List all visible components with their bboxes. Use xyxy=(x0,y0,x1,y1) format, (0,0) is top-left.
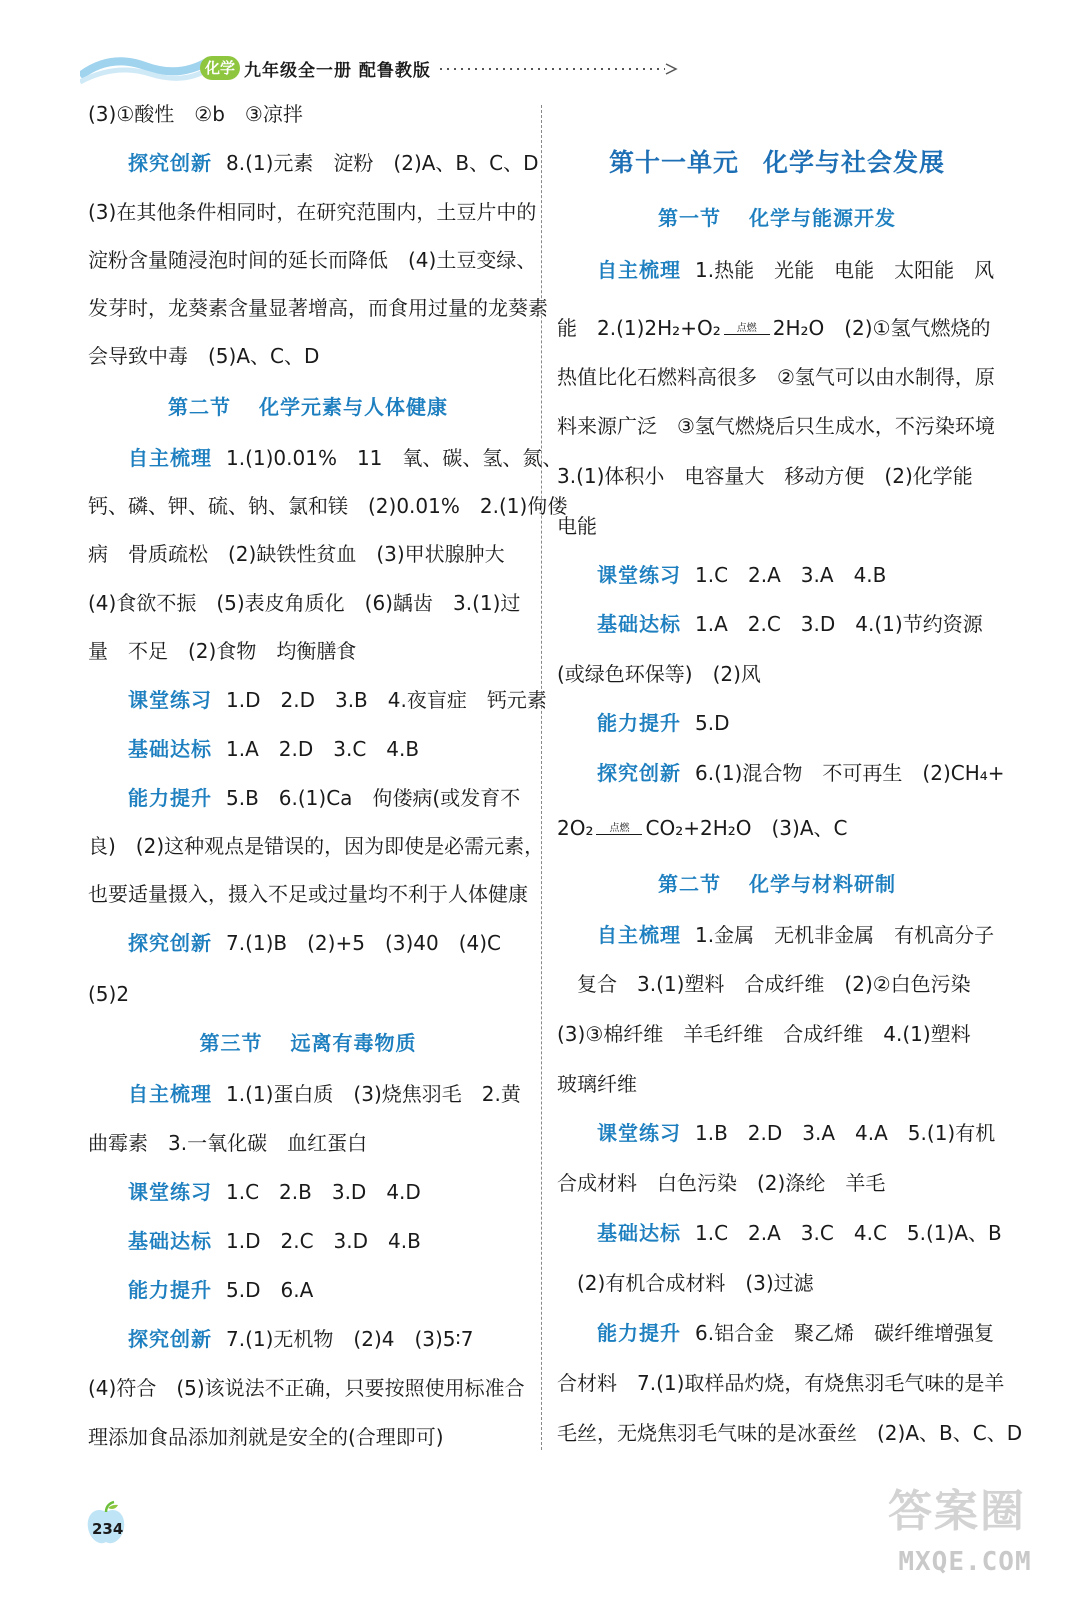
section-heading xyxy=(557,205,997,231)
answer-line: (4)食欲不振 (5)表皮角质化 (6)龋齿 3.(1)过 xyxy=(88,591,521,615)
reaction-arrow xyxy=(724,324,770,335)
answer-text: 1.C 2.B 3.D 4.D xyxy=(226,1180,421,1204)
section-label: 课堂练习 xyxy=(128,688,212,712)
answer-line xyxy=(128,1228,421,1254)
equation-line xyxy=(557,815,847,841)
watermark xyxy=(880,1475,1050,1590)
answer-line: 毛丝，无烧焦羽毛气味的是冰蚕丝 (2)A、B、C、D xyxy=(557,1421,1023,1445)
answer-text: 6.(1)混合物 不可再生 (2)CH₄+ xyxy=(695,761,1005,785)
answer-line xyxy=(128,1179,421,1205)
section-number: 第二节 xyxy=(168,395,231,419)
section-title: 化学与材料研制 xyxy=(749,872,896,896)
answer-line xyxy=(597,760,1005,786)
section-label: 课堂练习 xyxy=(128,1180,212,1204)
answer-line: 电能 xyxy=(557,514,597,538)
answer-text: 1.B 2.D 3.A 4.A 5.(1)有机 xyxy=(695,1121,996,1145)
answer-line: 会导致中毒 (5)A、C、D xyxy=(88,344,320,368)
section-label: 基础达标 xyxy=(128,737,212,761)
answer-line xyxy=(597,1120,995,1146)
section-heading xyxy=(557,871,997,897)
answer-text: 5.B 6.(1)Ca 佝偻病(或发育不 xyxy=(226,786,521,810)
answer-text: 能 2.(1)2H₂+O₂ xyxy=(557,316,721,340)
answer-line xyxy=(128,1326,473,1352)
answer-line: 病 骨质疏松 (2)缺铁性贫血 (3)甲状腺肿大 xyxy=(88,542,505,566)
answer-line: 良) (2)这种观点是错误的，因为即使是必需元素， xyxy=(88,834,545,858)
answer-line: 发芽时，龙葵素含量显著增高，而食用过量的龙葵素 xyxy=(88,296,548,320)
answer-line xyxy=(128,687,547,713)
answer-text: 8.(1)元素 淀粉 (2)A、B、C、D xyxy=(226,151,539,175)
answer-line: (3)在其他条件相同时，在研究范围内，土豆片中的 xyxy=(88,200,537,224)
section-heading xyxy=(88,1030,528,1056)
reaction-arrow xyxy=(596,824,642,835)
answer-line: 量 不足 (2)食物 均衡膳食 xyxy=(88,639,357,663)
answer-text: 7.(1)B (2)+5 (3)40 (4)C xyxy=(226,931,502,955)
section-label: 能力提升 xyxy=(128,786,212,810)
answer-line: 曲霉素 3.一氧化碳 血红蛋白 xyxy=(88,1131,368,1155)
answer-line: 玻璃纤维 xyxy=(557,1072,637,1096)
answer-line: 也要适量摄入，摄入不足或过量均不利于人体健康 xyxy=(88,882,528,906)
answer-line: (3)①酸性 ②b ③凉拌 xyxy=(88,102,303,126)
answer-text: 1.D 2.C 3.D 4.B xyxy=(226,1229,421,1253)
header-title: 九年级全一册 配鲁教版 xyxy=(244,61,431,81)
answer-text: 6.铝合金 聚乙烯 碳纤维增强复 xyxy=(695,1321,995,1345)
answer-line: (3)③棉纤维 羊毛纤维 合成纤维 4.(1)塑料 xyxy=(557,1022,971,1046)
section-label: 课堂练习 xyxy=(597,563,681,587)
answer-text: 1.热能 光能 电能 太阳能 风 xyxy=(695,258,995,282)
answer-line xyxy=(128,445,562,471)
answer-text: 1.C 2.A 3.C 4.C 5.(1)A、B xyxy=(695,1221,1002,1245)
answer-line xyxy=(128,1081,521,1107)
reaction-condition: 点燃 xyxy=(736,323,757,334)
answer-line: (5)2 xyxy=(88,982,130,1006)
section-label: 探究创新 xyxy=(597,761,681,785)
answer-line xyxy=(597,257,994,283)
answer-line: 3.(1)体积小 电容量大 移动方便 (2)化学能 xyxy=(557,464,973,488)
answer-text: 5.D xyxy=(695,711,730,735)
section-title: 化学元素与人体健康 xyxy=(259,395,448,419)
answer-line xyxy=(128,785,520,811)
section-label: 基础达标 xyxy=(597,612,681,636)
section-label: 课堂练习 xyxy=(597,1121,681,1145)
section-label: 能力提升 xyxy=(597,711,681,735)
answer-line: (4)符合 (5)该说法不正确，只要按照使用标准合 xyxy=(88,1376,525,1400)
answer-text: 1.A 2.C 3.D 4.(1)节约资源 xyxy=(695,612,983,636)
answer-line xyxy=(597,922,994,948)
answer-line xyxy=(597,1220,1002,1246)
section-label: 基础达标 xyxy=(128,1229,212,1253)
reaction-bar xyxy=(596,834,642,835)
section-title: 远离有毒物质 xyxy=(290,1031,417,1055)
section-number: 第三节 xyxy=(199,1031,263,1055)
answer-text: 1.C 2.A 3.A 4.B xyxy=(695,563,887,587)
answer-line xyxy=(597,562,886,588)
answer-text: 1.金属 无机非金属 有机高分子 xyxy=(695,923,995,947)
answer-text: 2H₂O (2)①氢气燃烧的 xyxy=(772,316,991,340)
header-wave-decoration xyxy=(80,48,210,88)
answer-text: 5.D 6.A xyxy=(226,1278,314,1302)
answer-line: 理添加食品添加剂就是安全的(合理即可) xyxy=(88,1425,444,1449)
unit-title: 化学与社会发展 xyxy=(763,148,946,177)
answer-line: 钙、磷、钾、硫、钠、氯和镁 (2)0.01% 2.(1)佝偻 xyxy=(88,494,568,518)
answer-line xyxy=(597,1320,994,1346)
answer-text: 1.D 2.D 3.B 4.夜盲症 钙元素 xyxy=(226,688,547,712)
section-label: 自主梳理 xyxy=(597,258,681,282)
answer-text: 1.(1)蛋白质 (3)烧焦羽毛 2.黄 xyxy=(226,1082,521,1106)
reaction-condition: 点燃 xyxy=(609,823,630,834)
reaction-bar xyxy=(724,334,770,335)
header-dotted-arrow xyxy=(440,62,680,76)
answer-text: 7.(1)无机物 (2)4 (3)5∶7 xyxy=(226,1327,474,1351)
answer-line xyxy=(128,736,419,762)
section-label: 能力提升 xyxy=(597,1321,681,1345)
answer-line: (或绿色环保等) (2)风 xyxy=(557,662,761,686)
section-label: 自主梳理 xyxy=(128,1082,212,1106)
answer-line: 合材料 7.(1)取样品灼烧，有烧焦羽毛气味的是羊 xyxy=(557,1371,1005,1395)
section-label: 基础达标 xyxy=(597,1221,681,1245)
answer-line xyxy=(128,1277,313,1303)
section-label: 自主梳理 xyxy=(128,446,212,470)
section-label: 自主梳理 xyxy=(597,923,681,947)
section-label: 探究创新 xyxy=(128,151,212,175)
section-title: 化学与能源开发 xyxy=(749,206,896,230)
answer-line: 淀粉含量随浸泡时间的延长而降低 (4)土豆变绿、 xyxy=(88,248,537,272)
page-header xyxy=(0,0,1066,95)
subject-badge: 化学 xyxy=(200,56,240,80)
section-label: 探究创新 xyxy=(128,1327,212,1351)
answer-line: 合成材料 白色污染 (2)涤纶 羊毛 xyxy=(557,1171,886,1195)
section-heading xyxy=(88,394,528,420)
answer-line: 复合 3.(1)塑料 合成纤维 (2)②白色污染 xyxy=(577,972,971,996)
equation-line xyxy=(557,315,991,341)
answer-text: 1.A 2.D 3.C 4.B xyxy=(226,737,420,761)
section-label: 能力提升 xyxy=(128,1278,212,1302)
watermark-logo: 答案圈 xyxy=(888,1486,1026,1537)
answer-line xyxy=(597,710,729,736)
page-number: 234 xyxy=(92,1520,124,1538)
watermark-url: MXQE.COM xyxy=(898,1547,1032,1577)
unit-number: 第十一单元 xyxy=(608,148,739,177)
answer-text: 1.(1)0.01% 11 氧、碳、氢、氮、 xyxy=(226,446,563,470)
answer-line: 热值比化石燃料高很多 ②氢气可以由水制得，原 xyxy=(557,365,995,389)
unit-heading xyxy=(557,148,997,178)
answer-line: (2)有机合成材料 (3)过滤 xyxy=(577,1271,814,1295)
answer-text: 2O₂ xyxy=(557,816,594,840)
answer-text: CO₂+2H₂O (3)A、C xyxy=(645,816,848,840)
answer-line xyxy=(128,930,501,956)
answer-line: 料来源广泛 ③氢气燃烧后只生成水，不污染环境 xyxy=(557,414,995,438)
section-number: 第二节 xyxy=(658,872,721,896)
section-number: 第一节 xyxy=(658,206,721,230)
answer-line xyxy=(128,150,539,176)
answer-line xyxy=(597,611,983,637)
section-label: 探究创新 xyxy=(128,931,212,955)
